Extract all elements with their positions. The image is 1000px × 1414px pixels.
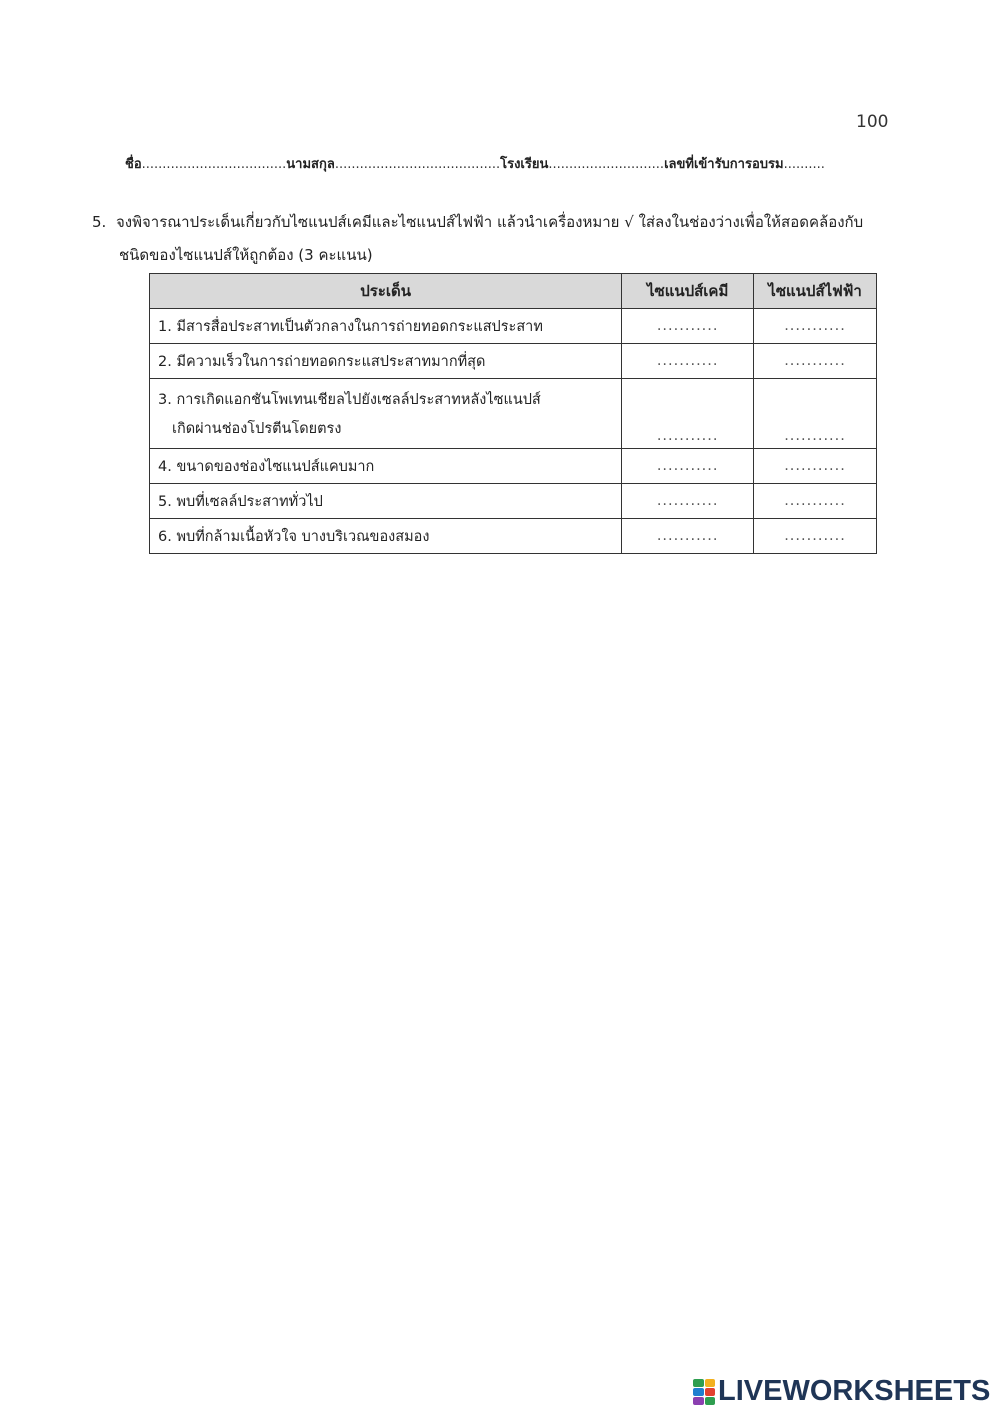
- row-item: 6. พบที่กล้ามเนื้อหัวใจ บางบริเวณของสมอง: [150, 519, 622, 554]
- logo-block: [693, 1379, 704, 1387]
- logo-block: [705, 1397, 716, 1405]
- row-item: 4. ขนาดของช่องไซแนปส์แคบมาก: [150, 449, 622, 484]
- chemical-answer-blank[interactable]: ...........: [622, 519, 754, 554]
- student-info-line: [125, 153, 865, 174]
- table-row: [150, 519, 877, 554]
- name-label: ชื่อ: [125, 157, 142, 172]
- question-text-1: จงพิจารณาประเด็นเกี่ยวกับไซแนปส์เคมีและไซแนปส์ไฟฟ้า แล้วนำเครื่องหมาย √ ใส่ลงในช่องว่างเพื่อให้สอดคล้องกับ: [116, 213, 864, 231]
- row-item-line-2: เกิดผ่านช่องโปรตีนโดยตรง: [172, 420, 342, 437]
- chemical-answer-blank[interactable]: ...........: [622, 309, 754, 344]
- header-topic: ประเด็น: [150, 274, 622, 309]
- header-chemical-synapse: ไซแนปส์เคมี: [622, 274, 754, 309]
- table-row: [150, 309, 877, 344]
- electrical-answer-blank[interactable]: ...........: [754, 449, 877, 484]
- liveworksheets-logo: [693, 1375, 990, 1408]
- logo-block: [693, 1397, 704, 1405]
- table-row: [150, 344, 877, 379]
- header-electrical-synapse: ไซแนปส์ไฟฟ้า: [754, 274, 877, 309]
- chemical-answer-blank[interactable]: ...........: [622, 484, 754, 519]
- row-item: 5. พบที่เซลล์ประสาททั่วไป: [150, 484, 622, 519]
- electrical-answer-blank[interactable]: ...........: [754, 379, 877, 449]
- id-blank[interactable]: ..........: [783, 157, 825, 172]
- school-blank[interactable]: ............................: [548, 157, 665, 172]
- table-row: [150, 484, 877, 519]
- chemical-answer-blank[interactable]: ...........: [622, 379, 754, 449]
- electrical-answer-blank[interactable]: ...........: [754, 484, 877, 519]
- synapse-table: [149, 273, 877, 554]
- question-number: 5.: [92, 213, 107, 231]
- chemical-answer-blank[interactable]: ...........: [622, 344, 754, 379]
- liveworksheets-icon: [693, 1379, 715, 1405]
- school-label: โรงเรียน: [500, 157, 549, 172]
- row-item: 1. มีสารสื่อประสาทเป็นตัวกลางในการถ่ายทอดกระแสประสาท: [150, 309, 622, 344]
- page-number: 100: [856, 112, 889, 132]
- logo-block: [705, 1379, 716, 1387]
- chemical-answer-blank[interactable]: ...........: [622, 449, 754, 484]
- table-header-row: [150, 274, 877, 309]
- brand-text: LIVEWORKSHEETS: [718, 1375, 991, 1407]
- row-item-line-1: 3. การเกิดแอกชันโพเทนเชียลไปยังเซลล์ประสาทหลังไซแนปส์: [158, 391, 541, 408]
- question-line-1: [92, 206, 892, 239]
- surname-label: นามสกุล: [286, 157, 335, 172]
- question-5: [92, 206, 892, 272]
- logo-block: [705, 1388, 716, 1396]
- id-label: เลขที่เข้ารับการอบรม: [664, 157, 784, 172]
- row-item: [150, 379, 622, 449]
- electrical-answer-blank[interactable]: ...........: [754, 309, 877, 344]
- name-blank[interactable]: ...................................: [141, 157, 287, 172]
- row-item: 2. มีความเร็วในการถ่ายทอดกระแสประสาทมากที่สุด: [150, 344, 622, 379]
- table-row: [150, 449, 877, 484]
- table-row: [150, 379, 877, 449]
- logo-block: [693, 1388, 704, 1396]
- surname-blank[interactable]: ........................................: [334, 157, 501, 172]
- electrical-answer-blank[interactable]: ...........: [754, 344, 877, 379]
- question-text-2: ชนิดของไซแนปส์ให้ถูกต้อง (3 คะแนน): [119, 246, 373, 264]
- electrical-answer-blank[interactable]: ...........: [754, 519, 877, 554]
